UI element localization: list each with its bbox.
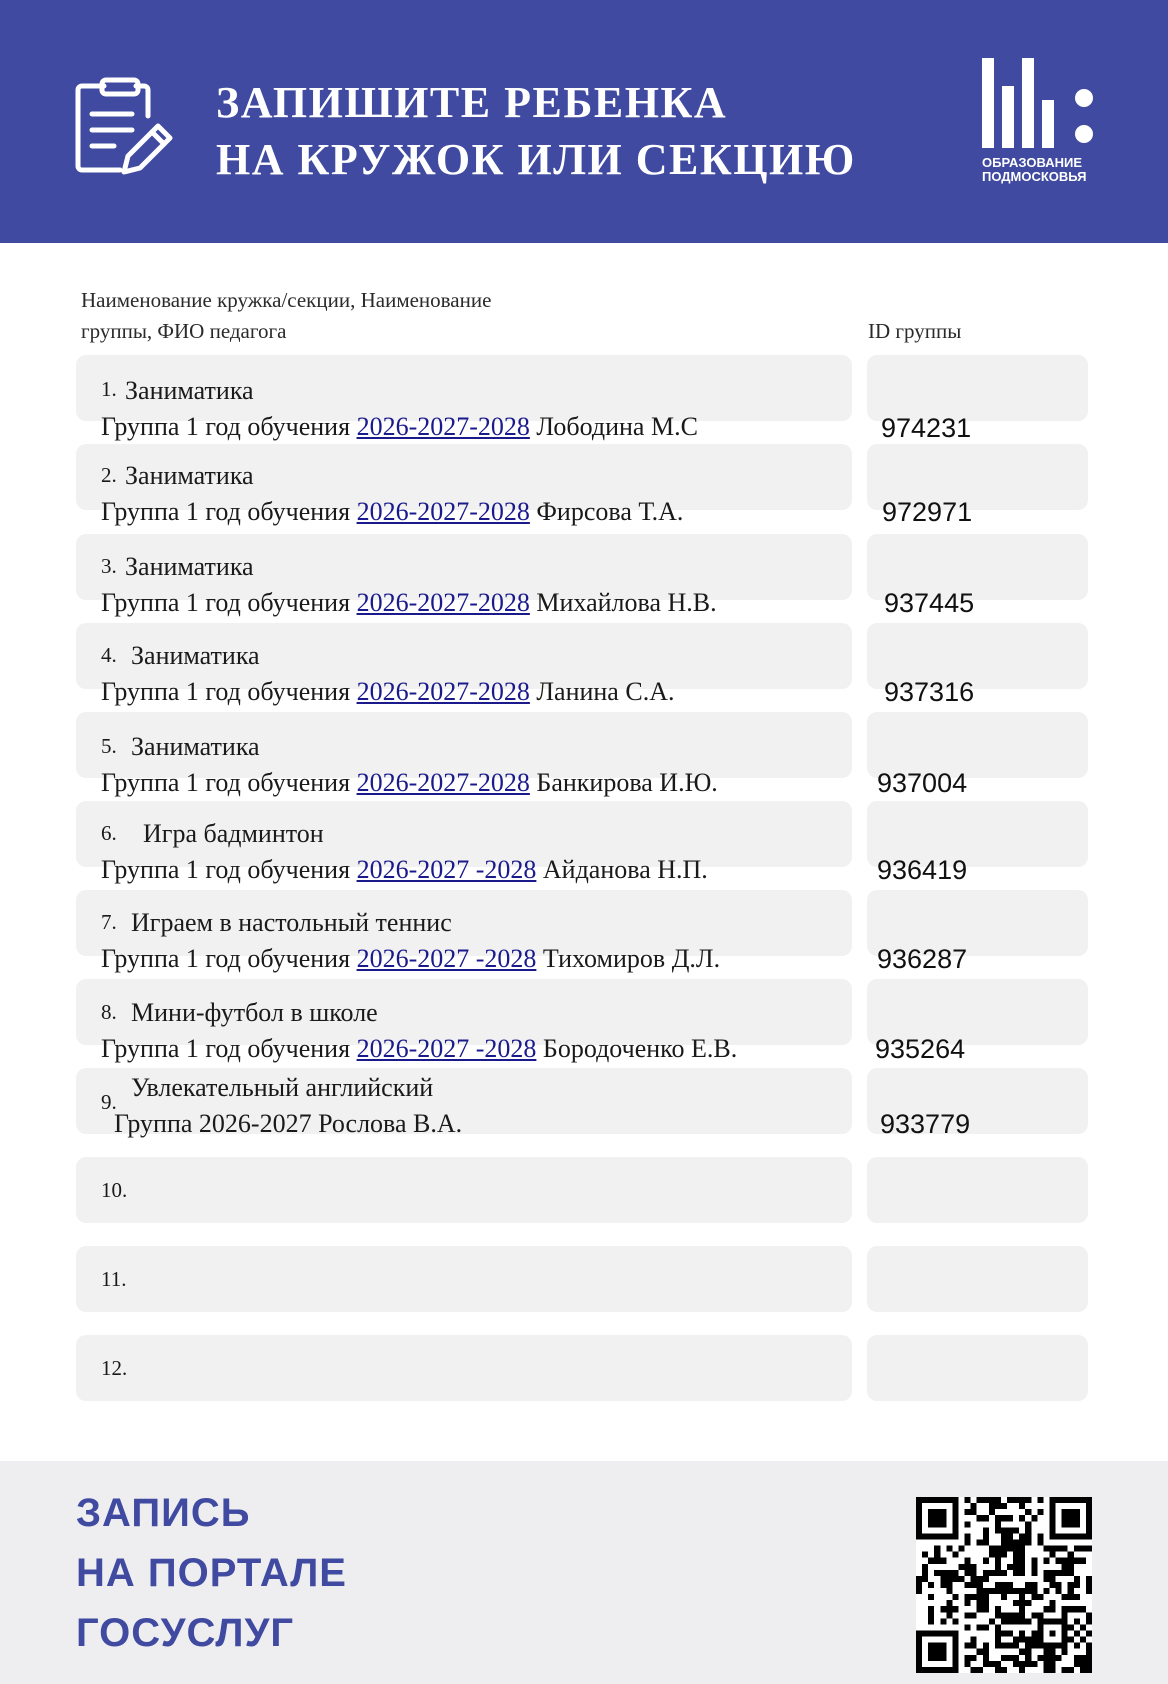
page-title — [216, 74, 856, 188]
row-number: 10. — [101, 1178, 128, 1202]
group-id: 972971 — [882, 497, 973, 527]
footer-line-1: ЗАПИСЬ — [76, 1491, 251, 1535]
table-row-id-cell — [867, 1246, 1088, 1312]
activity-name: Заниматика — [125, 461, 254, 490]
logo-caption-line-1: ОБРАЗОВАНИЕ — [982, 155, 1082, 170]
row-number: 11. — [101, 1267, 127, 1291]
gosuslugi-caption — [76, 1483, 347, 1663]
activity-name: Заниматика — [131, 732, 260, 761]
group-prefix: Группа 1 год обучения — [101, 588, 357, 617]
group-prefix: Группа 1 год обучения — [101, 497, 357, 526]
table-row-id-cell — [867, 1157, 1088, 1223]
row-number: 3. — [101, 554, 117, 578]
group-prefix: Группа 1 год обучения — [101, 412, 357, 441]
header-banner — [0, 0, 1168, 243]
row-number: 5. — [101, 734, 117, 758]
logo-caption-line-2: ПОДМОСКОВЬЯ — [982, 169, 1087, 184]
group-prefix: Группа 1 год обучения — [101, 944, 357, 973]
group-line — [114, 1109, 462, 1139]
group-prefix: Группа 1 год обучения — [101, 768, 357, 797]
table-row-name-cell — [76, 1157, 852, 1223]
teacher-name: Ланина С.А. — [529, 677, 675, 706]
column-header-name-line-2: группы, ФИО педагога — [81, 319, 287, 343]
activity-name: Заниматика — [125, 552, 254, 581]
activity-name: Заниматика — [131, 641, 260, 670]
years-link[interactable]: 2026-2027-2028 — [356, 497, 530, 526]
table-row-id-cell — [867, 1335, 1088, 1401]
years-link[interactable]: 2026-2027-2028 — [356, 677, 530, 706]
years-link[interactable]: 2026-2027-2028 — [356, 412, 530, 441]
group-line — [101, 855, 708, 885]
years-link[interactable]: 2026-2027 -2028 — [356, 1034, 537, 1063]
group-line — [101, 497, 683, 527]
row-number: 12. — [101, 1356, 128, 1380]
group-line — [101, 944, 720, 974]
group-id: 974231 — [881, 413, 972, 443]
activity-name: Мини-футбол в школе — [131, 998, 378, 1027]
clipboard-pencil-icon — [74, 76, 174, 180]
table-row-name-cell — [76, 1335, 852, 1401]
row-number: 8. — [101, 1000, 117, 1024]
group-id: 937445 — [884, 588, 975, 618]
teacher-name: Айданова Н.П. — [536, 855, 708, 884]
group-line — [101, 677, 674, 707]
teacher-name: Тихомиров Д.Л. — [536, 944, 721, 973]
row-number: 2. — [101, 463, 117, 487]
column-header-name — [81, 285, 601, 347]
group-prefix: Группа 1 год обучения — [101, 1034, 357, 1063]
group-id: 936419 — [877, 855, 968, 885]
qr-code-icon[interactable] — [916, 1497, 1092, 1673]
group-prefix: Группа 1 год обучения — [101, 677, 357, 706]
teacher-name: Фирсова Т.А. — [529, 497, 684, 526]
row-number: 4. — [101, 643, 117, 667]
title-line-2: НА КРУЖОК ИЛИ СЕКЦИЮ — [216, 135, 856, 184]
column-header-name-line-1: Наименование кружка/секции, Наименование — [81, 288, 492, 312]
teacher-name: Банкирова И.Ю. — [529, 768, 718, 797]
activity-name: Игра бадминтон — [143, 819, 324, 848]
teacher-name: Михайлова Н.В. — [529, 588, 717, 617]
years-link[interactable]: 2026-2027-2028 — [356, 588, 530, 617]
group-line — [101, 768, 718, 798]
group-text: Группа 2026-2027 Рослова В.А. — [114, 1109, 463, 1138]
table-row-id-cell — [867, 355, 1088, 421]
table-row-name-cell — [76, 1246, 852, 1312]
column-header-id: ID группы — [868, 319, 962, 343]
activity-name: Заниматика — [125, 376, 254, 405]
activity-name: Увлекательный английский — [131, 1073, 434, 1102]
footer-band — [0, 1461, 1168, 1684]
group-id: 933779 — [880, 1109, 971, 1139]
group-line — [101, 588, 717, 618]
group-line — [101, 1034, 737, 1064]
years-link[interactable]: 2026-2027 -2028 — [356, 855, 537, 884]
teacher-name: Лободина М.С — [529, 412, 698, 441]
activity-name: Играем в настольный теннис — [131, 908, 452, 937]
footer-line-3: ГОСУСЛУГ — [76, 1611, 295, 1655]
teacher-name: Бородоченко Е.В. — [536, 1034, 738, 1063]
group-id: 935264 — [875, 1034, 966, 1064]
row-number: 7. — [101, 910, 117, 934]
title-line-1: ЗАПИШИТЕ РЕБЕНКА — [216, 78, 728, 127]
group-id: 937004 — [877, 768, 968, 798]
years-link[interactable]: 2026-2027 -2028 — [356, 944, 537, 973]
row-number: 1. — [101, 377, 117, 401]
group-id: 937316 — [884, 677, 975, 707]
group-prefix: Группа 1 год обучения — [101, 855, 357, 884]
row-number: 9. — [101, 1090, 117, 1114]
group-id: 936287 — [877, 944, 968, 974]
row-number: 6. — [101, 821, 117, 845]
group-line — [101, 412, 698, 442]
logo-caption — [982, 156, 1087, 184]
footer-line-2: НА ПОРТАЛЕ — [76, 1551, 347, 1595]
years-link[interactable]: 2026-2027-2028 — [356, 768, 530, 797]
